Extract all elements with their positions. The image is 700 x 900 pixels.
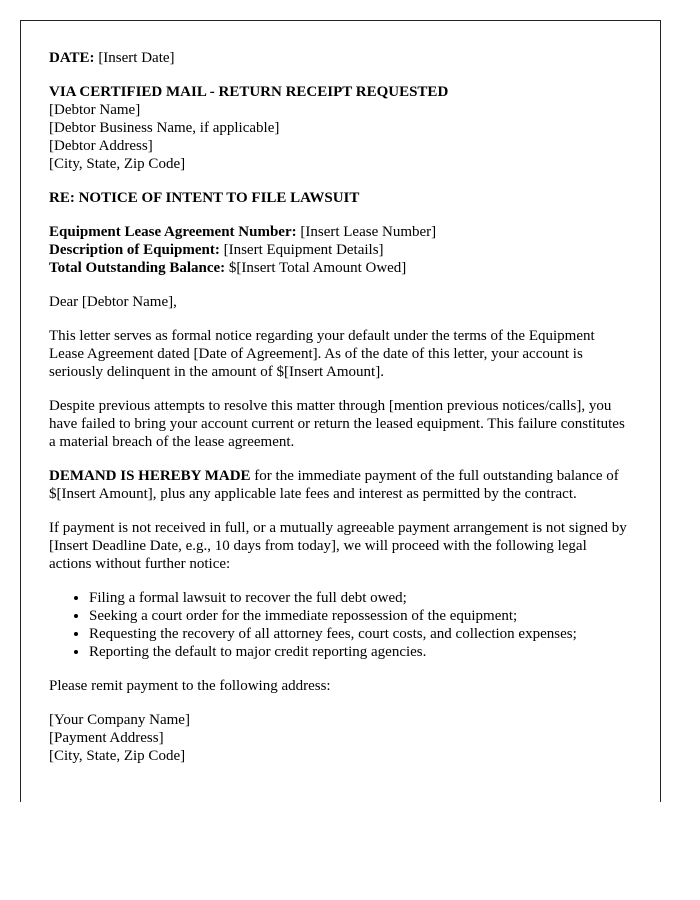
outstanding-balance-line [49,259,632,277]
outstanding-balance-label: Total Outstanding Balance: [49,260,226,276]
payment-address: [Payment Address] [49,730,164,746]
lease-number-line [49,223,632,241]
paragraph-legal-actions-intro: If payment is not received in full, or a mutually agreeable payment arrangement is not signed by [Insert Deadline Date, e.g., 10 days from today], we will proceed with the following legal actions without further notice: [49,520,627,572]
paragraph-demand [49,467,632,503]
list-item: • Seeking a court order for the immediate repossession of the equipment; [89,607,632,625]
delivery-method: VIA CERTIFIED MAIL - RETURN RECEIPT REQUESTED [49,84,449,100]
company-name: [Your Company Name] [49,712,190,728]
lease-number-label: Equipment Lease Agreement Number: [49,224,297,240]
outstanding-balance-value: $[Insert Total Amount Owed] [225,260,407,276]
remit-intro: Please remit payment to the following address: [49,678,331,694]
paragraph-default-notice: This letter serves as formal notice regarding your default under the terms of the Equipment Lease Agreement dated [Date of Agreement]. As of the date of this letter, your account is seriously delinquent in the amount of $[Insert Amount]. [49,328,595,380]
equipment-description-label: Description of Equipment: [49,242,220,258]
details-block [49,223,632,277]
demand-text: for the immediate payment of the full outstanding balance of $[Insert Amount], plus any applicable late fees and interest as permitted by the contract. [49,468,619,502]
list-item: • Reporting the default to major credit reporting agencies. [89,643,632,661]
subject-line [49,189,632,207]
lease-number-value: [Insert Lease Number] [296,224,437,240]
salutation: Dear [Debtor Name], [49,294,177,310]
debtor-name: [Debtor Name] [49,102,141,118]
letter-page [20,20,661,802]
paragraph-breach: Despite previous attempts to resolve this matter through [mention previous notices/calls], you have failed to bring your account current or return the leased equipment. This failure constitutes a material breach of the lease agreement. [49,398,625,450]
demand-heading: DEMAND IS HEREBY MADE [49,468,251,484]
remit-address-block [49,711,632,765]
recipient-block [49,83,632,173]
legal-actions-list [49,589,632,661]
date-line [49,49,632,67]
debtor-city-state-zip: [City, State, Zip Code] [49,156,186,172]
debtor-business-name: [Debtor Business Name, if applicable] [49,120,280,136]
equipment-description-line [49,241,632,259]
list-item: • Filing a formal lawsuit to recover the full debt owed; [89,589,632,607]
payment-city-state-zip: [City, State, Zip Code] [49,748,186,764]
date-label: DATE: [49,50,95,66]
debtor-address: [Debtor Address] [49,138,153,154]
list-item: • Requesting the recovery of all attorney fees, court costs, and collection expenses; [89,625,632,643]
date-value: [Insert Date] [94,50,175,66]
subject-text: RE: NOTICE OF INTENT TO FILE LAWSUIT [49,190,360,206]
equipment-description-value: [Insert Equipment Details] [219,242,384,258]
